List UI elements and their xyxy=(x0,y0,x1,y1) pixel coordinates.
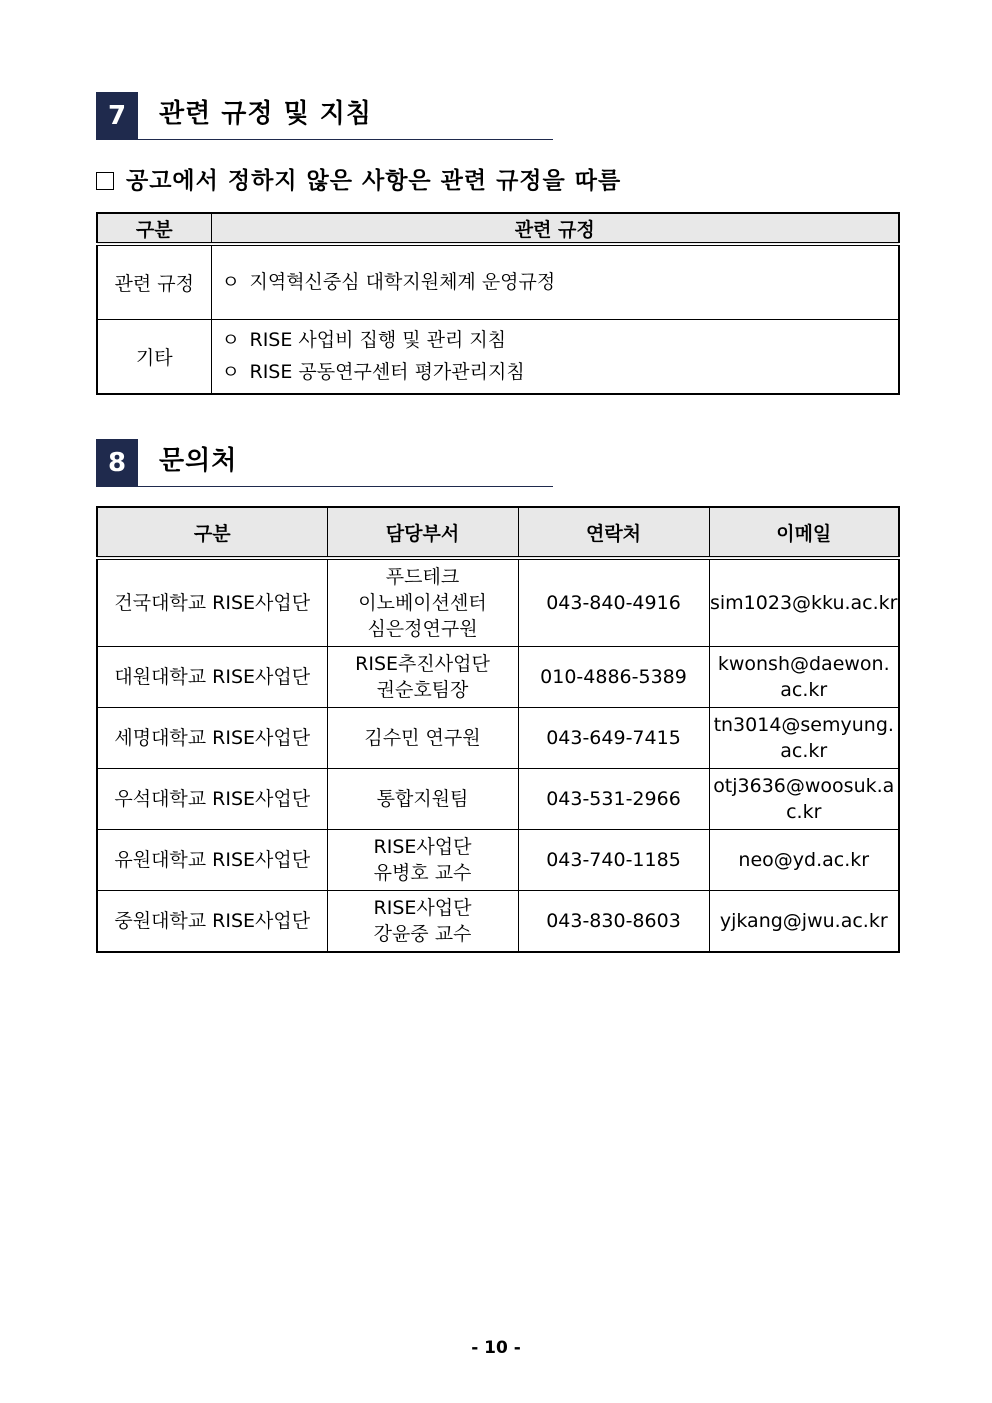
table-row xyxy=(97,647,899,708)
email-cell: otj3636@woosuk.a c.kr xyxy=(709,769,899,830)
org-cell: 우석대학교 RISE사업단 xyxy=(97,769,327,830)
phone-cell: 043-531-2966 xyxy=(518,769,709,830)
category-cell: 기타 xyxy=(97,319,211,394)
table-row xyxy=(97,708,899,769)
regulation-cell xyxy=(211,319,899,394)
org-cell: 세명대학교 RISE사업단 xyxy=(97,708,327,769)
regulations-table xyxy=(96,212,900,395)
list-item: ㅇ RISE 사업비 집행 및 관리 지침 xyxy=(222,324,899,356)
column-header: 관련 규정 xyxy=(211,213,899,244)
org-cell: 중원대학교 RISE사업단 xyxy=(97,891,327,953)
list-item: ㅇ RISE 공동연구센터 평가관리지침 xyxy=(222,356,899,388)
column-header: 담당부서 xyxy=(327,507,518,558)
email-cell: yjkang@jwu.ac.kr xyxy=(709,891,899,953)
dept-cell: RISE사업단 강윤중 교수 xyxy=(327,891,518,953)
table-header-row xyxy=(97,213,899,244)
org-cell: 건국대학교 RISE사업단 xyxy=(97,558,327,647)
section-8-header xyxy=(96,439,553,487)
section-title: 문의처 xyxy=(159,446,238,476)
column-header: 연락처 xyxy=(518,507,709,558)
phone-cell: 043-740-1185 xyxy=(518,830,709,891)
table-row xyxy=(97,769,899,830)
phone-cell: 043-830-8603 xyxy=(518,891,709,953)
dept-cell: RISE추진사업단 권순호팀장 xyxy=(327,647,518,708)
section-number: 7 xyxy=(96,92,138,140)
regulation-cell xyxy=(211,244,899,319)
section-underline xyxy=(138,486,553,487)
table-row xyxy=(97,244,899,319)
email-cell: tn3014@semyung. ac.kr xyxy=(709,708,899,769)
table-row xyxy=(97,891,899,953)
column-header: 이메일 xyxy=(709,507,899,558)
table-row xyxy=(97,319,899,394)
org-cell: 유원대학교 RISE사업단 xyxy=(97,830,327,891)
category-cell: 관련 규정 xyxy=(97,244,211,319)
email-cell: neo@yd.ac.kr xyxy=(709,830,899,891)
section-title: 관련 규정 및 지침 xyxy=(159,99,372,129)
dept-cell: 김수민 연구원 xyxy=(327,708,518,769)
org-cell: 대원대학교 RISE사업단 xyxy=(97,647,327,708)
section-number: 8 xyxy=(96,439,138,487)
dept-cell: 통합지원팀 xyxy=(327,769,518,830)
dept-cell: 푸드테크 이노베이션센터 심은정연구원 xyxy=(327,558,518,647)
notice-text: 공고에서 정하지 않은 사항은 관련 규정을 따름 xyxy=(126,168,622,194)
table-row xyxy=(97,830,899,891)
section-underline xyxy=(138,139,553,140)
section-7-header xyxy=(96,92,553,140)
dept-cell: RISE사업단 유병호 교수 xyxy=(327,830,518,891)
notice-line xyxy=(96,165,621,197)
list-item: ㅇ 지역혁신중심 대학지원체계 운영규정 xyxy=(222,266,899,298)
contacts-table xyxy=(96,506,900,953)
table-row xyxy=(97,558,899,647)
phone-cell: 043-649-7415 xyxy=(518,708,709,769)
bullet-icon: ㅇ xyxy=(221,361,240,384)
bullet-icon: ㅇ xyxy=(221,329,240,352)
bullet-icon: ㅇ xyxy=(221,271,240,294)
checkbox-square-icon xyxy=(96,172,114,190)
email-cell: sim1023@kku.ac.kr xyxy=(709,558,899,647)
column-header: 구분 xyxy=(97,213,211,244)
table-header-row xyxy=(97,507,899,558)
page-number: - 10 - xyxy=(471,1338,521,1358)
phone-cell: 043-840-4916 xyxy=(518,558,709,647)
column-header: 구분 xyxy=(97,507,327,558)
phone-cell: 010-4886-5389 xyxy=(518,647,709,708)
email-cell: kwonsh@daewon. ac.kr xyxy=(709,647,899,708)
